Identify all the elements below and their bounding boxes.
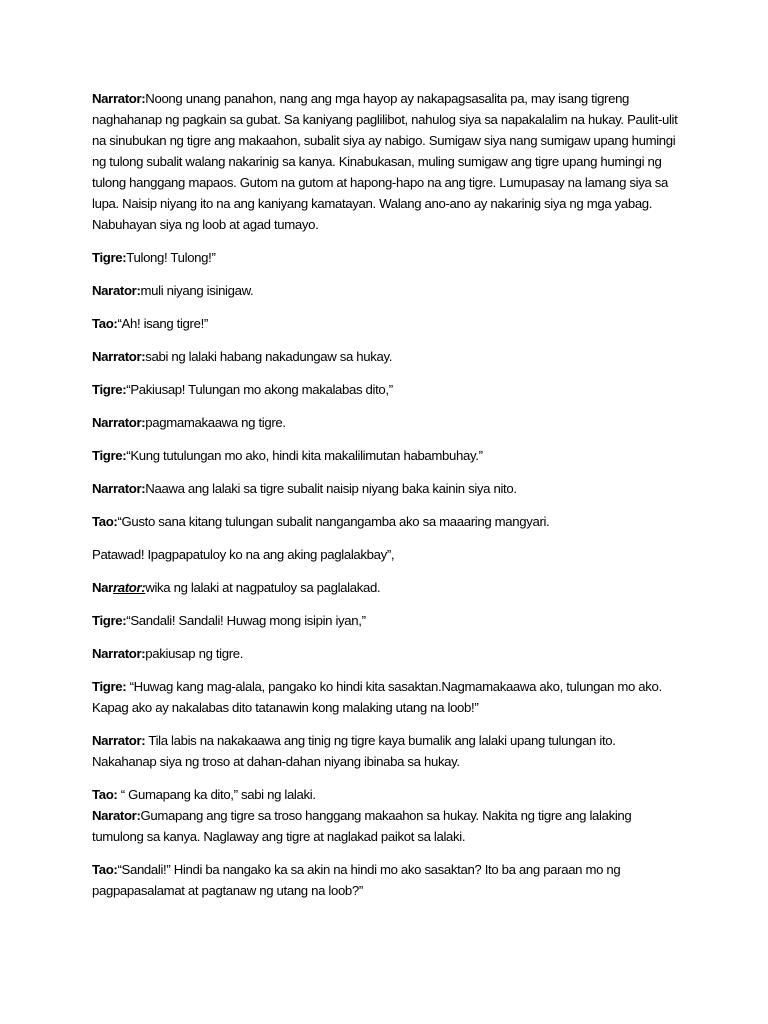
paragraph-3 <box>92 280 682 301</box>
paragraph-text: Noong unang panahon, nang ang mga hayop ay nakapagsasalita pa, may isang tigreng naghahanap ng pagkain sa gubat. Sa kaniyang paglilibot, nahulog siya sa napakalalim na hukay. Paulit-ulit na sinubukan ng tigre ang makaahon, subalit siya ay nabigo. Sumigaw siya nang sumigaw upang humingi ng tulong subalit walang nakarinig sa kanya. Kinabukasan, muling sumigaw ang tigre upang humingi ng tulong hanggang mapaos. Gutom na gutom at hapong-hapo na ang tigre. Lumupasay na lamang siya sa lupa. Naisip niyang ito na ang kaniyang kamatayan. Walang ano-ano ay nakarinig siya ng mga yabag. Nabuhayan siya ng loob at agad tumayo. <box>92 91 678 232</box>
paragraph-8 <box>92 445 682 466</box>
speaker-label: Narrator: <box>92 91 146 106</box>
paragraph-text: Gumapang ang tigre sa troso hanggang makaahon sa hukay. Nakita ng tigre ang lalaking tumulong sa kanya. Naglaway ang tigre at naglakad paikot sa lalaki. <box>92 808 632 844</box>
document-body <box>92 88 682 913</box>
speaker-label: Tao: <box>92 862 118 877</box>
speaker-label: Tigre: <box>92 679 127 694</box>
paragraph-text: “Kung tutulungan mo ako, hindi kita makalilimutan habambuhay.” <box>126 448 483 463</box>
paragraph-14 <box>92 643 682 664</box>
speaker-label: Narrator: <box>92 349 146 364</box>
speaker-label: Narrator: <box>92 481 146 496</box>
paragraph-16 <box>92 730 682 772</box>
paragraph-text: “Ah! isang tigre!” <box>117 316 208 331</box>
speaker-label: Narrator: <box>92 733 146 748</box>
paragraph-text: “ Gumapang ka dito,” sabi ng lalaki. <box>117 787 316 802</box>
paragraph-text: “Pakiusap! Tulungan mo akong makalabas dito,” <box>126 382 393 397</box>
speaker-label: Narrator: <box>92 646 146 661</box>
paragraph-text: “Sandali! Sandali! Huwag mong isipin iyan,” <box>126 613 366 628</box>
paragraph-text: wika ng lalaki at nagpatuloy sa paglalakad. <box>145 580 381 595</box>
paragraph-4 <box>92 313 682 334</box>
paragraph-text: sabi ng lalaki habang nakadungaw sa hukay. <box>145 349 393 364</box>
speaker-label: Tao: <box>92 316 118 331</box>
paragraph-6 <box>92 379 682 400</box>
paragraph-18 <box>92 805 682 847</box>
paragraph-1 <box>92 88 682 235</box>
paragraph-text: Tila labis na nakakaawa ang tinig ng tigre kaya bumalik ang lalaki upang tulungan ito. Nakahanap siya ng troso at dahan-dahan niyang ibinaba sa hukay. <box>92 733 616 769</box>
paragraph-text: Naawa ang lalaki sa tigre subalit naisip niyang baka kainin siya nito. <box>145 481 517 496</box>
paragraph-text: muli niyang isinigaw. <box>140 283 254 298</box>
paragraph-9 <box>92 478 682 499</box>
paragraph-2 <box>92 247 682 268</box>
paragraph-17 <box>92 784 682 805</box>
paragraph-text: pakiusap ng tigre. <box>145 646 244 661</box>
paragraph-text: pagmamakaawa ng tigre. <box>145 415 286 430</box>
speaker-label: Tao: <box>92 514 118 529</box>
paragraph-13 <box>92 610 682 631</box>
paragraph-text: “Gusto sana kitang tulungan subalit nangangamba ako sa maaaring mangyari. <box>117 514 550 529</box>
paragraph-10 <box>92 511 682 532</box>
speaker-label: Tigre: <box>92 382 127 397</box>
speaker-label: Nar <box>92 580 113 595</box>
speaker-label-underlined: rator: <box>112 580 146 595</box>
paragraph-12 <box>92 577 682 598</box>
speaker-label: Tigre: <box>92 613 127 628</box>
paragraph-text: Tulong! Tulong!” <box>126 250 216 265</box>
paragraph-text: “Sandali!” Hindi ba nangako ka sa akin na hindi mo ako sasaktan? Ito ba ang paraan mo ng pagpapasalamat at pagtanaw ng utang na loob?” <box>92 862 621 898</box>
speaker-label: Tigre: <box>92 448 127 463</box>
speaker-label: Narator: <box>92 808 141 823</box>
paragraph-text: Patawad! Ipagpapatuloy ko na ang aking paglalakbay”, <box>92 547 395 562</box>
speaker-label: Narator: <box>92 283 141 298</box>
speaker-label: Tao: <box>92 787 118 802</box>
paragraph-19 <box>92 859 682 901</box>
paragraph-text: “Huwag kang mag-alala, pangako ko hindi kita sasaktan.Nagmamakaawa ako, tulungan mo ako. Kapag ako ay nakalabas dito tatanawin kong malaking utang na loob!” <box>92 679 662 715</box>
paragraph-15 <box>92 676 682 718</box>
speaker-label: Tigre: <box>92 250 127 265</box>
speaker-label: Narrator: <box>92 415 146 430</box>
paragraph-11 <box>92 544 682 565</box>
paragraph-7 <box>92 412 682 433</box>
paragraph-5 <box>92 346 682 367</box>
